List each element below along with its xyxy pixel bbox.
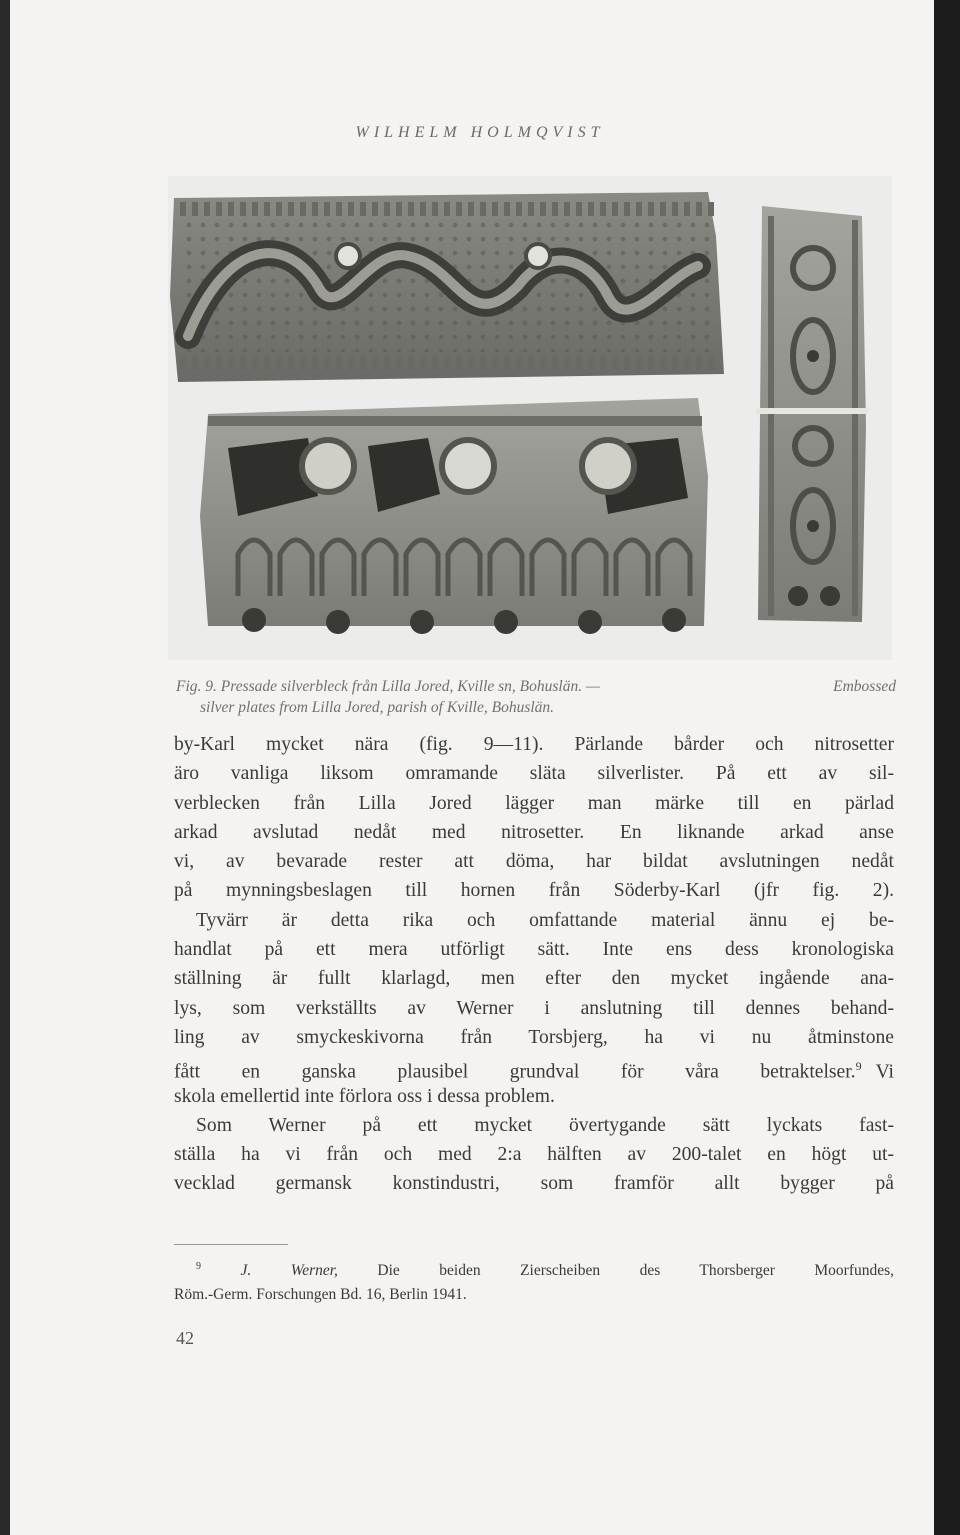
footnote-marker: 9 xyxy=(196,1261,201,1272)
body-line-tail: Vi xyxy=(875,1061,894,1083)
footnote-title: Die beiden Zierscheiben des Thorsberger Moorfundes, xyxy=(377,1262,895,1280)
body-line: lys, som verkställts av Werner i anslutning till dennes behand- xyxy=(174,997,894,1019)
body-line: vi, av bevarade rester att döma, har bildat avslutningen nedåt xyxy=(174,851,894,873)
figure-photograph xyxy=(168,176,892,660)
bottom-plate xyxy=(200,398,708,634)
running-head: WILHELM HOLMQVIST xyxy=(355,124,605,141)
caption-swedish: Fig. 9. Pressade silverbleck från Lilla Jored, Kville sn, Bohuslän. — xyxy=(176,678,600,695)
scan-edge-right xyxy=(934,0,960,1535)
body-line: handlat på ett mera utförligt sätt. Inte ens dess kronologiska xyxy=(174,939,894,961)
top-plate xyxy=(170,192,724,382)
body-line: Tyvärr är detta rika och omfattande material ännu ej be- xyxy=(196,909,894,931)
body-line: by-Karl mycket nära (fig. 9—11). Pärlande bårder och nitrosetter xyxy=(174,734,894,755)
footnote-rule xyxy=(174,1244,288,1245)
body-text xyxy=(174,730,894,1199)
scan-edge-left xyxy=(0,0,10,1535)
footnote xyxy=(174,1255,894,1307)
silver-plates-illustration xyxy=(168,176,892,660)
caption-english-start: Embossed xyxy=(833,678,896,695)
body-line-with-footnote xyxy=(174,1052,894,1081)
footnote-author: J. Werner, xyxy=(240,1262,338,1280)
body-line: skola emellertid inte förlora oss i dessa problem. xyxy=(174,1085,555,1107)
caption-english: silver plates from Lilla Jored, parish of Kville, Bohuslän. xyxy=(200,699,555,716)
body-line: ställning är fullt klarlagd, men efter den mycket ingående ana- xyxy=(174,968,894,990)
footnote-line xyxy=(174,1255,894,1283)
body-line: vecklad germansk konstindustri, som framför allt bygger på xyxy=(174,1173,894,1195)
footnote-reference: 9 xyxy=(855,1059,862,1074)
body-line: verblecken från Lilla Jored lägger man märke till en pärlad xyxy=(174,792,894,814)
body-line: Som Werner på ett mycket övertygande sätt lyckats fast- xyxy=(196,1114,894,1136)
footnote-line: Röm.-Germ. Forschungen Bd. 16, Berlin 1941. xyxy=(174,1286,467,1304)
body-line: arkad avslutad nedåt med nitrosetter. En liknande arkad anse xyxy=(174,821,894,843)
page-number: 42 xyxy=(176,1328,194,1348)
body-line: på mynningsbeslagen till hornen från Söderby-Karl (jfr fig. 2). xyxy=(174,880,894,902)
body-line: ling av smyckeskivorna från Torsbjerg, ha vi nu åtminstone xyxy=(174,1026,894,1048)
body-line: ställa ha vi från och med 2:a hälften av 200-talet en högt ut- xyxy=(174,1144,894,1166)
figure-caption xyxy=(176,676,896,718)
vertical-plate xyxy=(756,206,868,622)
body-line-text: fått en ganska plausibel grundval för våra betraktelser. xyxy=(174,1061,856,1083)
body-line: äro vanliga liksom omramande släta silverlister. På ett av sil- xyxy=(174,763,894,785)
